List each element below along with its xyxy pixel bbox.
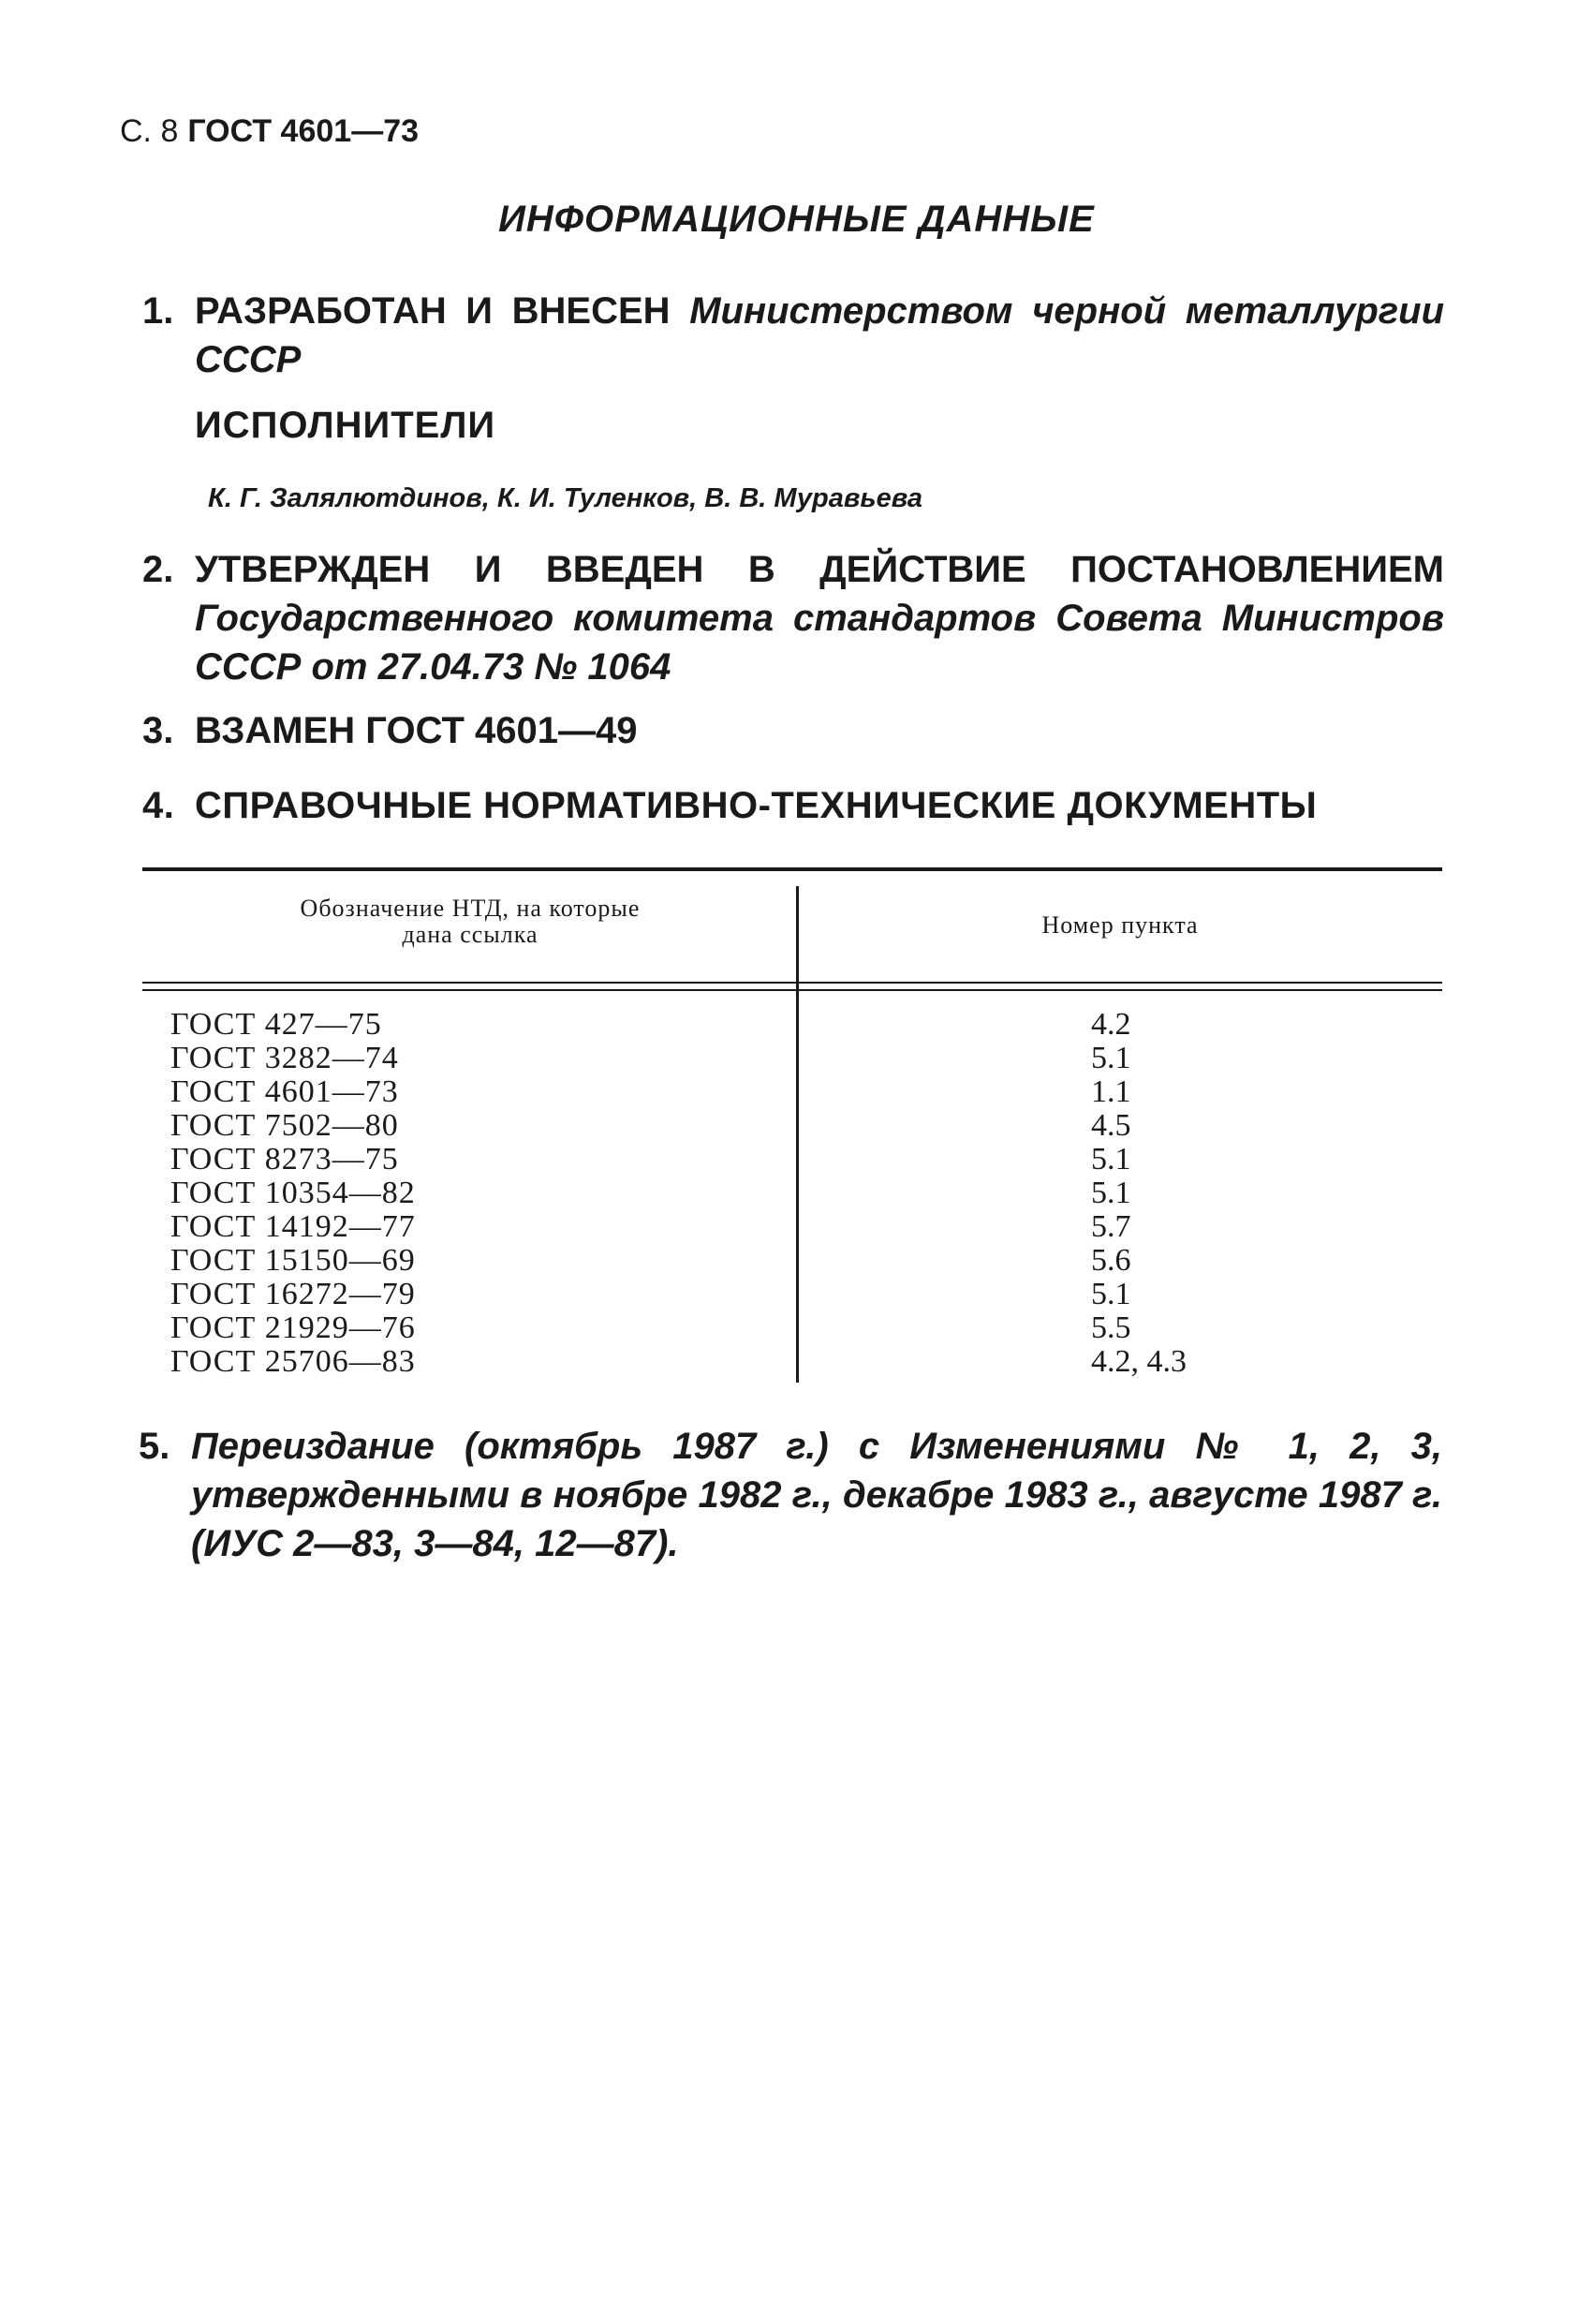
section-5-text: Переиздание (октябрь 1987 г.) с Изменениями № 1, 2, 3, утвержденными в ноябре 1982 г., декабре 1983 г., августе 1987 г. (ИУС 2—83, 3—84, 12—87). [191, 1426, 1442, 1564]
table-cell-document: ГОСТ 14192—77 [170, 1209, 416, 1244]
table-row [142, 1311, 1442, 1345]
table-row [142, 1042, 1442, 1075]
table-row [142, 1075, 1442, 1109]
table-cell-paragraph: 4.2 [1091, 1007, 1131, 1042]
table-cell-document: ГОСТ 3282—74 [170, 1041, 399, 1075]
section-1-rest: Министерством черной металлургии СССР [195, 290, 1444, 380]
page-number: С. 8 [120, 113, 179, 149]
table-row [142, 1177, 1442, 1210]
table-cell-document: ГОСТ 4601—73 [170, 1074, 399, 1109]
section-1 [142, 287, 1444, 384]
section-4 [142, 781, 1444, 830]
section-2-lead: УТВЕРЖДЕН И ВВЕДЕН В ДЕЙСТВИЕ ПОСТАНОВЛЕНИЕМ [195, 549, 1444, 590]
table-cell-paragraph: 5.1 [1091, 1277, 1131, 1311]
table-cell-paragraph: 5.7 [1091, 1209, 1131, 1244]
table-cell-paragraph: 5.6 [1091, 1243, 1131, 1278]
table-top-rule [142, 867, 1442, 871]
table-cell-paragraph: 5.1 [1091, 1142, 1131, 1177]
section-2-text [195, 545, 1444, 691]
section-4-number: 4. [142, 785, 175, 826]
table-row [142, 1008, 1442, 1042]
table-row [142, 1278, 1442, 1311]
executors-names: К. Г. Залялютдинов, К. И. Туленков, В. В. Муравьева [208, 483, 923, 513]
table-cell-paragraph: 5.1 [1091, 1176, 1131, 1210]
table-cell-paragraph: 1.1 [1091, 1074, 1131, 1109]
table-row [142, 1109, 1442, 1143]
table-header-rule [142, 982, 1442, 984]
section-5-number: 5. [139, 1426, 170, 1467]
table-header-document [142, 896, 798, 948]
table-body [142, 1008, 1442, 1379]
table-row [142, 1210, 1442, 1244]
section-5 [139, 1422, 1442, 1568]
standard-number: ГОСТ 4601—73 [187, 113, 420, 149]
page-title: ИНФОРМАЦИОННЫЕ ДАННЫЕ [498, 199, 1095, 240]
table-cell-paragraph: 4.2, 4.3 [1091, 1344, 1187, 1379]
table-cell-document: ГОСТ 8273—75 [170, 1142, 399, 1177]
section-3 [142, 706, 1444, 755]
table-header-document-line2: дана ссылка [402, 921, 538, 948]
table-cell-document: ГОСТ 7502—80 [170, 1108, 399, 1143]
table-cell-document: ГОСТ 10354—82 [170, 1176, 416, 1210]
section-4-text: СПРАВОЧНЫЕ НОРМАТИВНО-ТЕХНИЧЕСКИЕ ДОКУМЕНТЫ [195, 785, 1318, 826]
table-cell-paragraph: 4.5 [1091, 1108, 1131, 1143]
table-cell-document: ГОСТ 427—75 [170, 1007, 382, 1042]
table-row [142, 1143, 1442, 1177]
section-1-number: 1. [142, 290, 174, 332]
section-2 [142, 545, 1444, 691]
executors-heading: ИСПОЛНИТЕЛИ [195, 405, 496, 446]
table-cell-paragraph: 5.1 [1091, 1041, 1131, 1075]
table-header-paragraph: Номер пункта [1041, 911, 1199, 939]
section-3-number: 3. [142, 710, 174, 751]
table-row [142, 1345, 1442, 1379]
section-1-lead: РАЗРАБОТАН И ВНЕСЕН [195, 290, 671, 332]
section-1-text [195, 287, 1444, 384]
table-cell-document: ГОСТ 25706—83 [170, 1344, 416, 1379]
table-header-rule-double [142, 989, 1442, 991]
table-cell-document: ГОСТ 21929—76 [170, 1310, 416, 1345]
page-header [120, 111, 419, 152]
section-2-number: 2. [142, 549, 174, 590]
section-3-text: ВЗАМЕН ГОСТ 4601—49 [195, 710, 638, 751]
section-2-rest: Государственного комитета стандартов Совета Министров СССР от 27.04.73 № 1064 [195, 598, 1444, 688]
table-header-document-line1: Обозначение НТД, на которые [300, 895, 641, 922]
table-cell-document: ГОСТ 16272—79 [170, 1277, 416, 1311]
table-cell-document: ГОСТ 15150—69 [170, 1243, 416, 1278]
table-row [142, 1244, 1442, 1278]
table-cell-paragraph: 5.5 [1091, 1310, 1131, 1345]
